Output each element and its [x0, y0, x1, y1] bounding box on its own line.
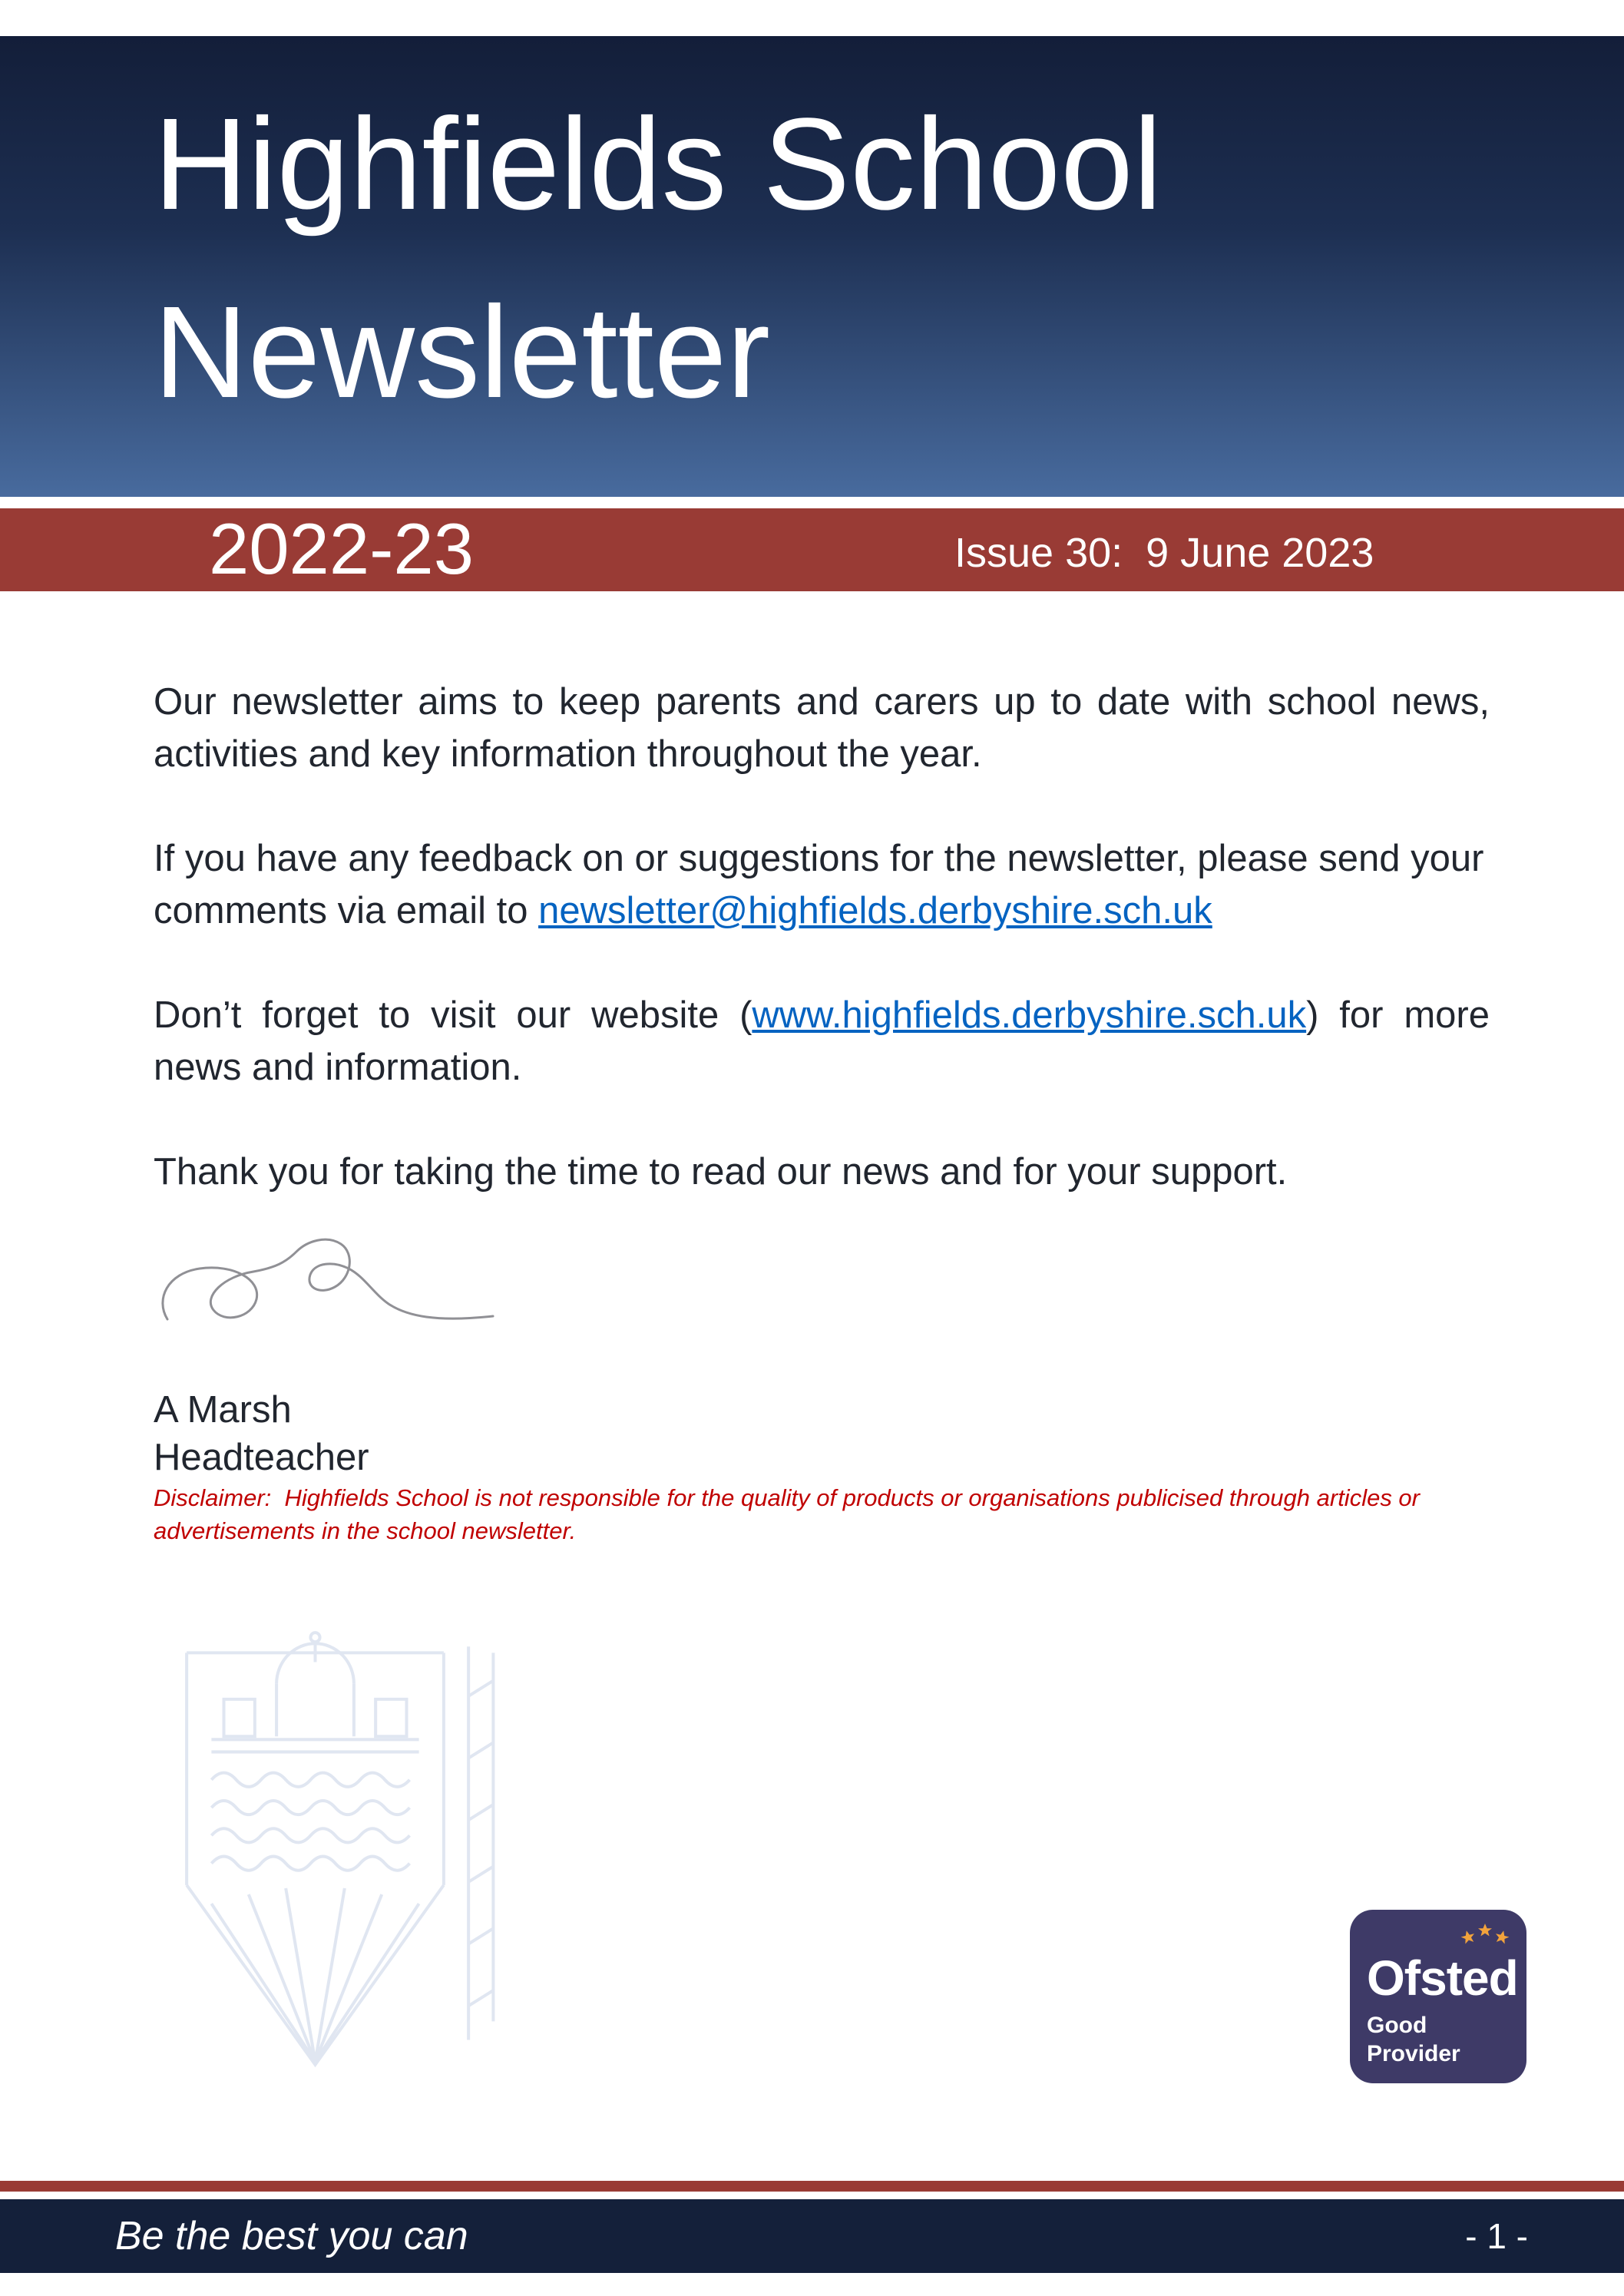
issue-band [0, 508, 1624, 591]
website-link[interactable]: www.highfields.derbyshire.sch.uk [752, 994, 1307, 1036]
page-number: - 1 - [1465, 2216, 1528, 2256]
footer-divider [0, 2181, 1624, 2192]
masthead [0, 36, 1624, 497]
school-motto: Be the best you can [115, 2214, 468, 2258]
ofsted-stars-icon [1459, 1921, 1511, 1950]
signoff [154, 1386, 1490, 1481]
signoff-name: A Marsh [154, 1389, 292, 1431]
website-text-after: ) for more news and information. [154, 994, 1490, 1088]
email-link[interactable]: newsletter@highfields.derbyshire.sch.uk [538, 890, 1212, 931]
ofsted-rating-good: Good [1367, 2013, 1427, 2038]
newsletter-body [154, 676, 1490, 1600]
issue-info: Issue 30: 9 June 2023 [954, 530, 1374, 576]
signature-icon [154, 1221, 514, 1351]
ofsted-logo-text: Ofsted [1367, 1950, 1518, 2006]
school-crest-watermark [121, 1619, 509, 2083]
ofsted-rating [1367, 2011, 1460, 2068]
ofsted-rating-provider: Provider [1367, 2041, 1460, 2066]
feedback-paragraph [154, 832, 1490, 937]
disclaimer-text: Disclaimer: Highfields School is not responsible for the quality of products or organisations publicised through articles or advertisements in the school newsletter. [154, 1484, 1427, 1544]
signoff-role: Headteacher [154, 1437, 369, 1478]
feedback-text: If you have any feedback on or suggestions for the newsletter, please send your comments via email to [154, 838, 1484, 931]
thanks-paragraph: Thank you for taking the time to read our news and for your support. [154, 1151, 1288, 1193]
crest-icon [121, 1619, 509, 2083]
website-text-before: Don’t forget to visit our website ( [154, 994, 752, 1036]
ofsted-badge [1350, 1910, 1526, 2083]
headteacher-signature [154, 1221, 1490, 1351]
website-paragraph [154, 989, 1490, 1093]
intro-paragraph: Our newsletter aims to keep parents and carers up to date with school news, activities and key information throughout the year. [154, 681, 1490, 775]
school-year: 2022-23 [209, 508, 474, 589]
title-line-1: Highfields School [154, 91, 1163, 237]
title-line-2: Newsletter [154, 280, 771, 425]
footer-bar [0, 2199, 1624, 2273]
newsletter-title [154, 71, 1163, 447]
